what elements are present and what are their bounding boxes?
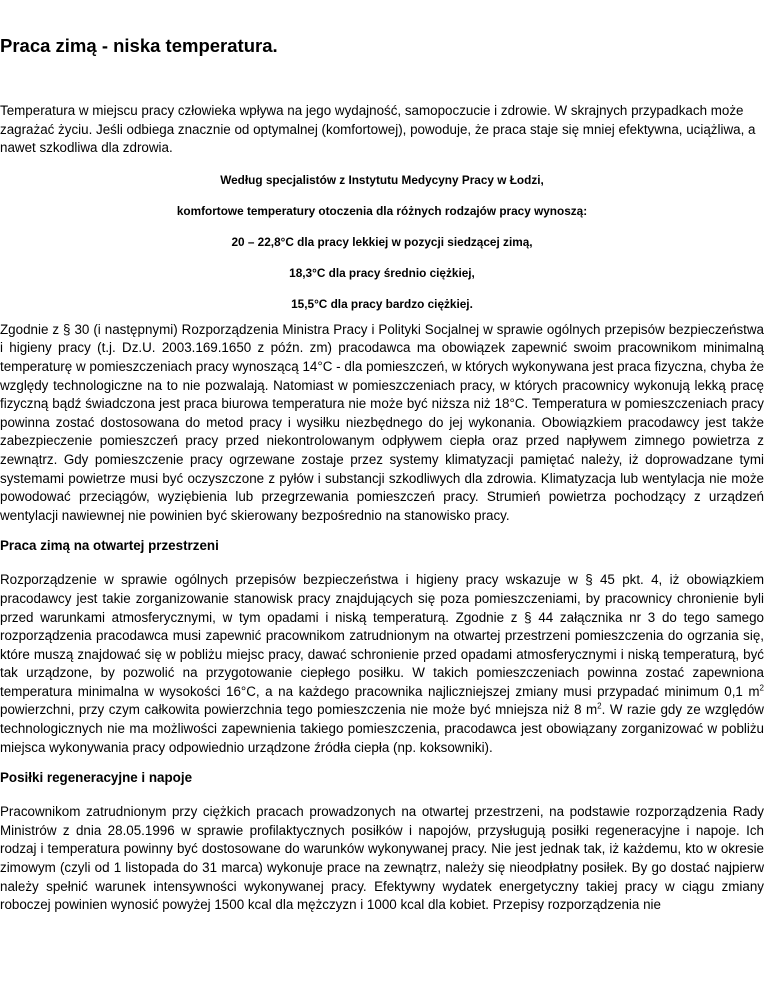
section-heading-meals: Posiłki regeneracyjne i napoje [0, 770, 193, 786]
highlight-line-2: komfortowe temperatury otoczenia dla różnych rodzajów pracy wynoszą: [176, 203, 588, 218]
outdoor-paragraph [0, 571, 764, 757]
section-heading-outdoor: Praca zimą na otwartej przestrzeni [0, 538, 219, 554]
outdoor-text-part3: . W razie gdy ze względów technologicznych nie ma możliwości zapewnienia takiego pomieszczenia, pracodawca jest obowiązany zorganizować w pobliżu miejsca wykonywania pracy odpowiednio urządzone źródła ciepła (np. koksowniki). [0, 702, 764, 755]
superscript-squared: 2 [597, 702, 602, 711]
highlight-line-1: Według specjalistów z Instytutu Medycyny Pracy w Łodzi, [220, 172, 544, 187]
intro-paragraph: Temperatura w miejscu pracy człowieka wpływa na jego wydajność, samopoczucie i zdrowie. W skrajnych przypadkach może zagrażać życiu. Jeśli odbiega znacznie od optymalnej (komfortowej), powoduje, że praca staje się mniej efektywna, uciążliwa, a nawet szkodliwa dla zdrowia. [0, 103, 756, 156]
outdoor-text-part1: Rozporządzenie w sprawie ogólnych przepisów bezpieczeństwa i higieny pracy wskazuje w § 45 pkt. 4, iż obowiązkiem pracodawcy jest takie zorganizowanie stanowisk pracy znajdujących się poza pomieszczeniami, by pracownicy chronienie byli przed warunkami atmosferycznymi, w tym opadami i niską temperaturą. Zgodnie z § 44 załącznika nr 3 do tego samego rozporządzenia pracodawca musi zapewnić pracownikom zatrudnionym na otwartej przestrzeni pomieszczenia do ogrzania się, które muszą znajdować się w pobliżu miejsc pracy, dawać schronienie przed opadami atmosferycznymi i niską temperaturą, być tak urządzone, by pozwolić na przygotowanie ciepłego posiłku. W takich pomieszczeniach powinna zostać zapewniona temperatura minimalna w wysokości 16°C, a na każdego pracownika najliczniejszej zmiany musi przypadać minimum 0,1 m [0, 572, 764, 699]
highlight-line-5: 15,5°C dla pracy bardzo ciężkiej. [291, 296, 473, 311]
meals-paragraph: Pracownikom zatrudnionym przy ciężkich pracach prowadzonych na otwartej przestrzeni, na podstawie rozporządzenia Rady Ministrów z dnia 28.05.1996 w sprawie profilaktycznych posiłków i napojów, przysługują posiłki regeneracyjne i napoje. Ich rodzaj i temperatura powinny być dostosowane do warunków wykonywanej pracy. Nie jest jednak tak, iż każdemu, kto w okresie zimowym (czyli od 1 listopada do 31 marca) wykonuje prace na zewnątrz, należy się nieodpłatny posiłek. By go dostać najpierw należy spełnić warunek intensywności wykonywanej pracy. Efektywny wydatek energetyczny takiej pracy w ciągu zmiany roboczej powinien wynosić powyżej 1500 kcal dla mężczyzn i 1000 kcal dla kobiet. Przepisy rozporządzenia nie [0, 804, 764, 913]
regulations-paragraph: Zgodnie z § 30 (i następnymi) Rozporządzenia Ministra Pracy i Polityki Socjalnej w sprawie ogólnych przepisów bezpieczeństwa i higieny pracy (t.j. Dz.U. 2003.169.1650 z późn. zm) pracodawca ma obowiązek zapewnić swoim pracownikom minimalną temperaturę w pomieszczeniach pracy wynoszącą 14°C - dla pomieszczeń, w których wykonywana jest praca fizyczna, chyba że względy technologiczne na to nie pozwalają. Natomiast w pomieszczeniach pracy, w których pracownicy wykonują lekką pracę fizyczną bądź świadczona jest praca biurowa temperatura nie może być niższa niż 18°C. Temperatura w pomieszczeniach pracy powinna zostać dostosowana do metod pracy i wysiłku niezbędnego do jej wykonania. Obowiązkiem pracodawcy jest także zabezpieczenie pomieszczeń pracy przed niekontrolowanym odpływem ciepła oraz przed napływem zimnego powietrza z zewnątrz. Gdy pomieszczenie pracy ogrzewane zostaje przez systemy klimatyzacji pamiętać należy, iż doprowadzane tymi systemami powietrze musi być oczyszczone z pyłów i substancji szkodliwych dla zdrowia. Klimatyzacja lub wentylacja nie może powodować przeciągów, wyziębienia lub przegrzewania pomieszczeń pracy. Strumień powietrza pochodzący z urządzeń wentylacji nawiewnej nie powinien być skierowany bezpośrednio na stanowisko pracy. [0, 321, 764, 523]
outdoor-text-part2: powierzchni, przy czym całkowita powierzchnia tego pomieszczenia nie może być mniejsza niż 8 m [0, 702, 598, 718]
highlight-line-4: 18,3°C dla pracy średnio ciężkiej, [289, 265, 475, 280]
highlight-line-3: 20 – 22,8°C dla pracy lekkiej w pozycji siedzącej zimą, [231, 234, 533, 249]
superscript-squared: 2 [759, 683, 764, 693]
document-title: Praca zimą - niska temperatura. [0, 35, 278, 56]
